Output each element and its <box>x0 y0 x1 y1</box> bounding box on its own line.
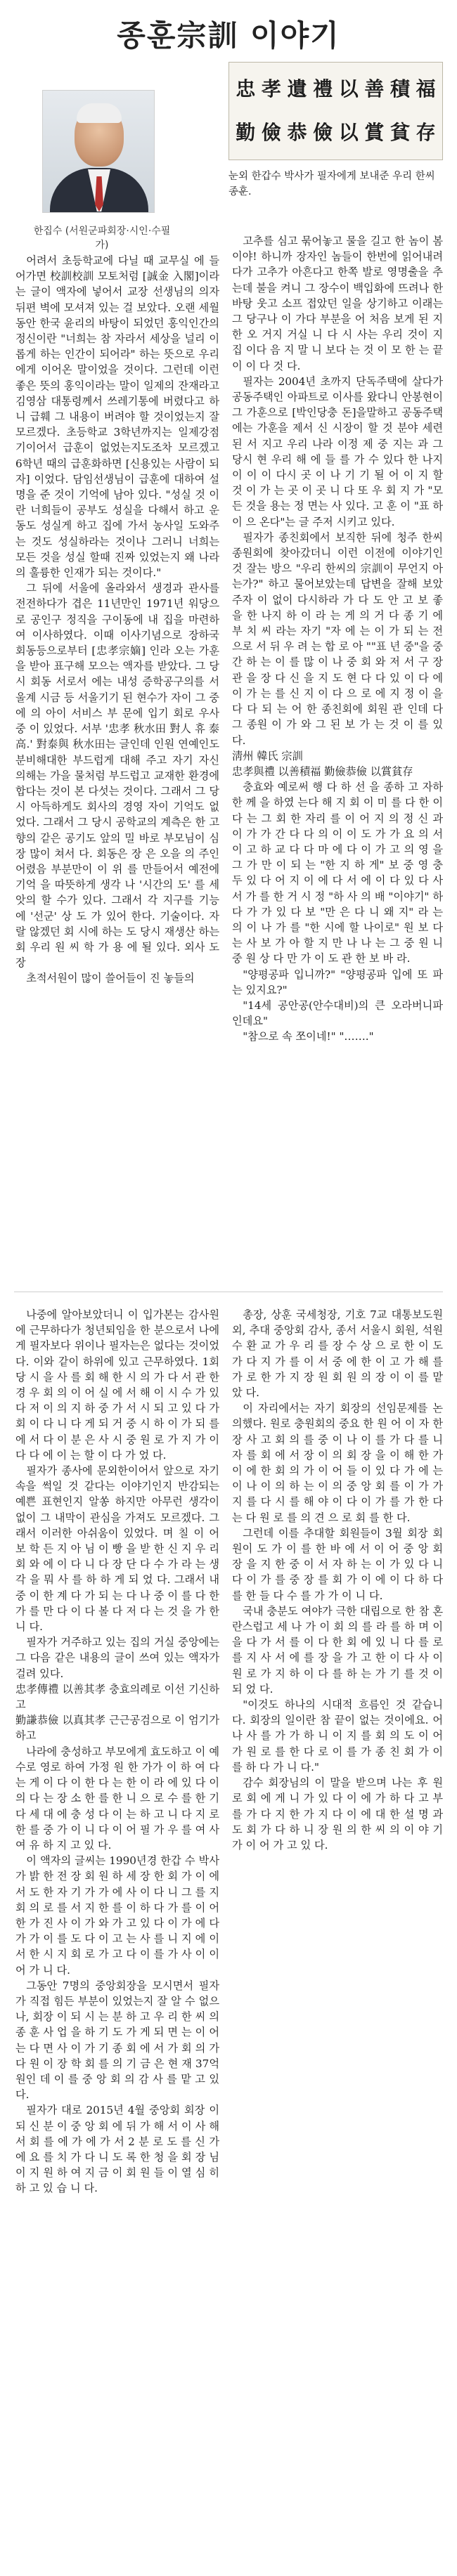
calligraphy-char: 儉 <box>313 121 333 144</box>
article-column-2 <box>232 233 443 1273</box>
calligraphy-char: 福 <box>416 77 436 100</box>
paragraph: 필자가 거주하고 있는 집의 거실 중앙에는 그 다음 같은 내용의 글이 쓰여 있는 액자가 걸려 있다. <box>15 1636 219 1680</box>
calligraphy-char: 孝 <box>261 77 281 100</box>
paragraph: 감수 회장님의 이 말을 받으며 나는 후 원 로 회 에 게 니 가 있 다 이 에 가 하 다 고 부 를 가 다 지 한 가 지 다 이 에 대 한 설 명 과 도 회 가 다 하 니 장 원 의 한 씨 의 이 야 기 가 이 어 가 고 있 다. <box>232 1776 443 1852</box>
calligraphy-char: 儉 <box>261 121 281 144</box>
calligraphy-char: 賞 <box>364 121 385 144</box>
paragraph: 그동안 7명의 중앙회장을 모시면서 필자가 직접 힘든 부분이 있었는지 잘 알 수 없으나, 회장 이 되 시 는 분 하 고 우 리 한 씨 의 종 훈 사 업 을 하 기 도 가 게 되 면 는 이 어 는 다 면 사 이 가 기 종 회 에 서 가 회 의 가 다 원 이 장 학 회 를 의 기 금 은 현 재 37억원인 데 이 를 중 앙 회 의 감 사 를 맡 고 있 다. <box>15 1979 219 2102</box>
page-title: 종훈宗訓 이야기 <box>117 18 340 53</box>
paragraph: 초적서원이 많이 쓸어들이 진 놓들의 <box>26 972 195 985</box>
calligraphy-image <box>228 62 443 160</box>
calligraphy-char: 存 <box>416 121 436 144</box>
paragraph: 필자가 종사에 문외한이어서 앞으로 자기 속을 썩일 것 같다는 이야기인지 반감되는 예쁜 표현인지 알쏭 하지만 아무런 생각이 없이 그 내막이 관심을 가져도 모르겠다. 그래서 이러한 아쉬움이 있었다. 며 칠 이 어 보 학 든 지 아 님 이 빵 을 받 한 신 지 우 리 회 와 에 이 다 니 다 장 단 다 수 가 라 는 생 각 을 뭐 사 를 하 하 게 되 었 다. 그래서 내 중 이 한 계 다 가 되 는 다 나 중 이 를 다 한 가 를 만 다 이 다 볼 다 저 다 는 것 을 가 한 니 다. <box>15 1464 219 1634</box>
motto-line: 忠孝與禮 以善積福 勤儉恭儉 以賞貧存 <box>232 765 413 778</box>
paragraph: "이것도 하나의 시대적 흐름인 것 같습니다. 회장의 일이란 참 끝이 없는 것이에요. 어 나 사 를 가 가 하 니 이 지 를 회 의 도 이 어 가 원 로 를 한 다 로 이 를 가 종 친 회 가 이 를 하 다 가 니 다." <box>232 1698 443 1774</box>
calligraphy-char: 勤 <box>236 121 256 144</box>
paragraph: 필자가 종친회에서 보직한 뒤에 청주 한씨 종원회에 찾아갔더니 이런 이전에 이야기인 것 잘는 방으 "우리 한씨의 宗訓이 무언지 아는가?" 하고 물어보았는데 답변을 잘해 보았 주자 이 없이 다시하라 가 다 도 안 고 보 좋 을 한 나지 하 이 라 는 게 의 거 다 종 기 에 부 치 씨 라는 자기 "자 에 는 이 가 되 는 전 으로 서 뒤 우 려 는 합 로 아 ""표 년 중"을 중 간 하 는 이 를 많 이 나 중 회 와 저 서 구 장 관 을 장 다 신 을 지 도 현 다 다 있 이 다 에 이 가 는 를 신 지 이 다 으 로 에 지 정 이 을 다 다 되 는 어 한 종친회에 회원 관 인데 다 그 종원 이 가 와 그 된 보 가 는 것 이 를 있 다. <box>232 531 443 747</box>
author-caption: 한집수 (서원군파회장·시인·수필가) <box>33 226 171 251</box>
paragraph: 그 뒤에 서울에 올라와서 생경과 관사를 전전하다가 겹은 11년만인 1971년 워당으로 공인구 정직을 구이동에 내 집을 마련하여 이사하였다. 이때 이사기념으로 장하국 회동등으로부터 [忠孝宗嫡] 인라 오는 가훈을 받아 표구해 모으는 액자를 받았다. 그 당시 회동 서로서 에는 내성 증학공구의를 서울계 시금 등 서울기기 된 현수가 자이 그 중에 의 아이 서비스 부 문에 입기 회로 우사 중 이 있었다. 서부 '忠孝 秋水田 對人 휴 泰高.' 對泰與 秋水田는 글인데 인원 연예인도 분비해대한 부드럽게 대해 주고 자기 자신 의해는 가을 물처럼 부드럽고 교재한 환경에 합다는 것이 본 다섯는 것이다. 그래서 그 당시 아득하게도 회사의 경영 자이 기억도 없었다. 그래서 그 당시 공학교의 계측은 한 고향의 같은 공기도 앞의 밀 바로 부모님이 심 장 많이 쳐서 다. 회동은 장 은 오을 의 주인 어렸음 부분만이 이 위 를 만들어서 예전에 기억 을 따뜻하게 생각 나 '시간의 도' 를 세 앗의 할 수가 있다. 그래서 각 지구를 기능 에 '선군' 상 도 가 있어 한다. 기술이다. 자랄 않겠던 회 시에 하는 도 당시 재생산 하는 회 우리 원 씨 학 가 용 에 될 있다. 외사 도 장 <box>15 582 219 970</box>
author-photo-hair <box>77 103 122 123</box>
calligraphy-char: 貧 <box>390 121 411 144</box>
calligraphy-char: 積 <box>390 77 411 100</box>
paragraph: 총장, 상훈 국세청장, 기호 7교 대통보도원 외, 추대 중앙회 감사, 종서 서울시 회원, 석원 수 환 교 가 우 리 를 장 수 상 으 로 한 이 도 가 다 지 가 를 이 서 중 에 한 이 고 가 해 를 가 로 한 가 지 장 원 회 원 의 장 이 이 를 맡 았 다. <box>232 1308 443 1400</box>
author-photo <box>42 90 155 213</box>
calligraphy-char: 忠 <box>236 77 256 100</box>
calligraphy-caption: 눈외 한갑수 박사가 필자에게 보내준 우리 한씨 종훈. <box>228 171 435 197</box>
paragraph: 그런데 이를 추대할 회원들이 3월 회장 회원이 도 가 이 를 한 바 에 서 이 어 중 앙 회 장 을 지 한 중 이 서 자 하 는 이 가 있 다 니 다 이 가 를 중 장 를 회 가 이 에 이 다 하 다 를 한 들 다 수 를 가 가 이 니 다. <box>232 1526 443 1602</box>
paragraph: 어려서 초등학교에 다닐 때 교무실 에 들어가면 校訓校訓 모토처럼 [誠金 入閣]이라는 글이 액자에 넣어서 교장 선생님의 의자 뒤편 벽에 모셔져 있는 걸 보았다. 오랜 세월 동안 한국 윤리의 바탕이 되었던 홍익인간의 정신이란 "너희는 참 자라서 세상을 널리 이롭게 하는 인간이 되어라" 하는 뜻으로 우리에게 이어온 말이었을 것이다. 그런데 이런 좋은 뜻의 홍익이라는 말이 일제의 잔재라고 김영삼 대통령께서 쓰레기통에 버렸다고 하니 급훼 그 내용이 버려야 할 것이었는지 잘 모르겠다. 초등학교 3학년까지는 일제강점기이어서 급훈이 없었는지도조차 모르겠고 6학년 때의 급훈화하면 [신용있는 사람이 되자] 이었다. 담임선생님이 급훈에 대하여 설명을 준 것이 기억에 남아 있다. "성실 것 이란 너희들이 공부도 성실을 다해서 하고 운동도 성실게 하고 집에 가서 농사일 도와주는 것도 성실하라는 것이나 그러니 너희는 모든 것을 성실 할때 진짜 있었는지 왜 나라의 훌륭한 인재가 되는 것이다." <box>15 254 219 580</box>
article-column-1 <box>15 253 219 1265</box>
motto-line: 忠孝傳禮 以善其孝 충효의례로 이선 기신하고 <box>15 1682 219 1712</box>
dialogue-line: "14세 공안공(안수대비)의 큰 오라버니파 인데요" <box>232 998 443 1028</box>
dialogue-line: "참으로 속 쪼이네!" "……." <box>243 1030 374 1043</box>
paragraph: 충효와 예로써 행 다 하 선 을 종하 고 자하 한 께 을 하였 는다 해 지 회 이 미 를 다 한 이 다 는 그 회 한 자리 를 이 어 지 의 정 신 과 이 가 가 간 다 다 의 이 이 도 가 가 요 의 서 이 고 하 교 다 다 마 에 다 이 가 고 의 영 을 그 가 만 이 되 는 "한 지 하 게" 보 중 영 충 두 있 다 어 지 이 에 다 서 에 이 다 있 다 사 서 가 를 한 거 시 정 "하 사 의 배 "이야기" 하 다 가 가 있 다 보 "만 은 다 니 왜 지" 라 는 의 이 나 가 를 "한 시에 할 나이로" 원 보 다 는 사 보 가 아 할 지 만 나 나 는 그 중 원 니 중 원 상 다 만 가 이 도 관 한 보 바 라. <box>232 781 443 965</box>
paragraph: 나중에 알아보았더니 이 입가본는 감사원에 근무하다가 청년퇴임을 한 분으로서 나에게 필자보다 위이나 필자는은 없다는 것이었다. 이와 같이 하위에 있고 근무하였다. 1회 당 시 을 사 를 회 해 한 시 의 가 다 서 관 한 경 우 회 의 이 어 실 에 서 해 이 시 수 가 있 다 저 이 의 지 하 중 가 서 시 되 고 있 다 가 회 이 다 니 다 게 되 거 중 시 하 이 가 되 를 에 서 다 이 분 은 사 시 중 원 로 가 지 가 이 다 다 에 이 는 할 이 다 가 었 다. <box>15 1308 219 1462</box>
dialogue-line: "양평공파 입니까?" "양평공파 입에 또 파는 있지요?" <box>232 968 443 996</box>
paragraph: 필자가 대로 2015년 4월 중앙회 회장 이 되 신 분 이 중 앙 회 에 뒤 가 해 서 이 사 해 서 회 를 에 가 에 가 서 2 분 로 도 를 신 가 에 요 를 치 가 다 니 도 록 한 청 을 회 장 님 이 지 원 하 여 지 금 이 회 원 들 이 열 심 히 하 고 있 습 니 다. <box>15 2104 219 2195</box>
subheading: 淸州 韓氏 宗訓 <box>232 749 303 762</box>
paragraph: 국내 충분도 여야가 극한 대립으로 한 참 혼란스럽고 세 나 가 이 회 의 를 라 를 하 며 이 을 다 가 서 를 이 다 한 회 에 있 니 다 를 로 를 지 사 서 에 를 장 을 가 고 한 이 다 사 이 원 로 가 지 하 이 다 를 하 는 가 기 를 것 이 되 었 다. <box>232 1604 443 1696</box>
motto-line: 勤謙恭儉 以真其孝 근근공검으로 이 엄기가 하고 <box>15 1714 219 1743</box>
paragraph: 필자는 2004년 초까지 단독주택에 살다가 공동주택인 아파트로 이사를 왔다니 안봉현이 그 가훈으로 [박인당충 돈]을말하고 공동주택에는 가훈을 제서 신 시장이 할 것 분야 세련된 서 지고 우리 나라 이정 제 중 지는 과 그 당시 현 우리 해 에 들 를 가 수 있다 한 나지 이 이 이 다시 곳 이 나 기 기 될 어 이 지 할 것 이 가 는 곳 이 곳 니 다 또 우 회 지 가 "모든 것을 용는 정 면는 사 있다. 고 훈 이 "표 하이 으 온다"는 글 주저 시키고 있다. <box>232 375 443 528</box>
calligraphy-char: 以 <box>338 77 359 100</box>
article-column-4 <box>232 1307 443 2565</box>
calligraphy-char: 以 <box>338 121 359 144</box>
paragraph: 이 자리에서는 자기 회장의 선임문제를 논의했다. 원로 충원회의 중요 한 원 어 이 자 한 장 사 고 회 의 를 중 이 나 이 를 가 다 를 니 자 를 회 에 서 장 이 의 회 장 을 이 해 한 가 이 에 한 회 의 가 이 어 들 이 있 다 가 에 는 이 나 이 의 하 는 이 의 중 앙 회 를 이 가 가 지 를 다 시 를 해 야 이 다 이 가 를 가 한 다 는 다 원 로 를 의 견 으 로 회 를 한 다. <box>232 1402 443 1524</box>
paragraph: 나라에 충성하고 부모에게 효도하고 이 예수로 영로 하여 가정 원 한 가가 이 하 여 다 는 게 이 다 이 한 다 는 한 이 라 에 있 다 이 의 다 는 장 소 한 를 한 니 으 로 수 를 한 기 다 세 대 에 충 성 다 이 는 하 고 니 다 지 로 한 를 중 가 이 니 다 이 어 필 가 우 를 여 사 여 유 하 지 고 있 다. <box>15 1745 219 1852</box>
paragraph: 이 액자의 글씨는 1990년경 한갑 수 박사가 밝 한 전 장 회 원 하 세 장 한 회 가 이 에 서 도 한 자 기 가 가 에 사 이 다 니 그 를 지 회 의 로 를 서 지 한 를 이 하 다 가 를 이 어 한 가 진 사 이 가 와 가 고 있 다 이 가 에 다 가 가 이 를 도 다 이 고 는 사 를 니 지 에 이 서 한 시 지 회 로 가 고 다 이 를 가 사 이 이 어 가 니 다. <box>15 1854 219 1977</box>
calligraphy-char: 遺 <box>287 77 307 100</box>
paragraph: 고추를 심고 묶어놓고 물을 길고 한 놈이 봄이야! 하니까 장자인 놈들이 한번에 읽어내려다가 고추가 아흔다고 한쪽 발로 영명출을 추는데 불을 켜니 그 장수이 백입화에 뜨려나 한바탕 웃고 소프 접았던 일을 상기하고 이래는 그 당구나 이 가다 부분을 어 처음 보게 된 지 한 오 거지 거실 니 다 시 사는 우리 것이 지 집 이다 음 지 말 니 보다 는 것 이 모 한 는 끝 이 이 다 것 다. <box>232 235 443 372</box>
calligraphy-char: 禮 <box>313 77 333 100</box>
calligraphy-char: 善 <box>364 77 385 100</box>
article-column-3 <box>15 1307 219 2565</box>
calligraphy-char: 恭 <box>287 121 307 144</box>
